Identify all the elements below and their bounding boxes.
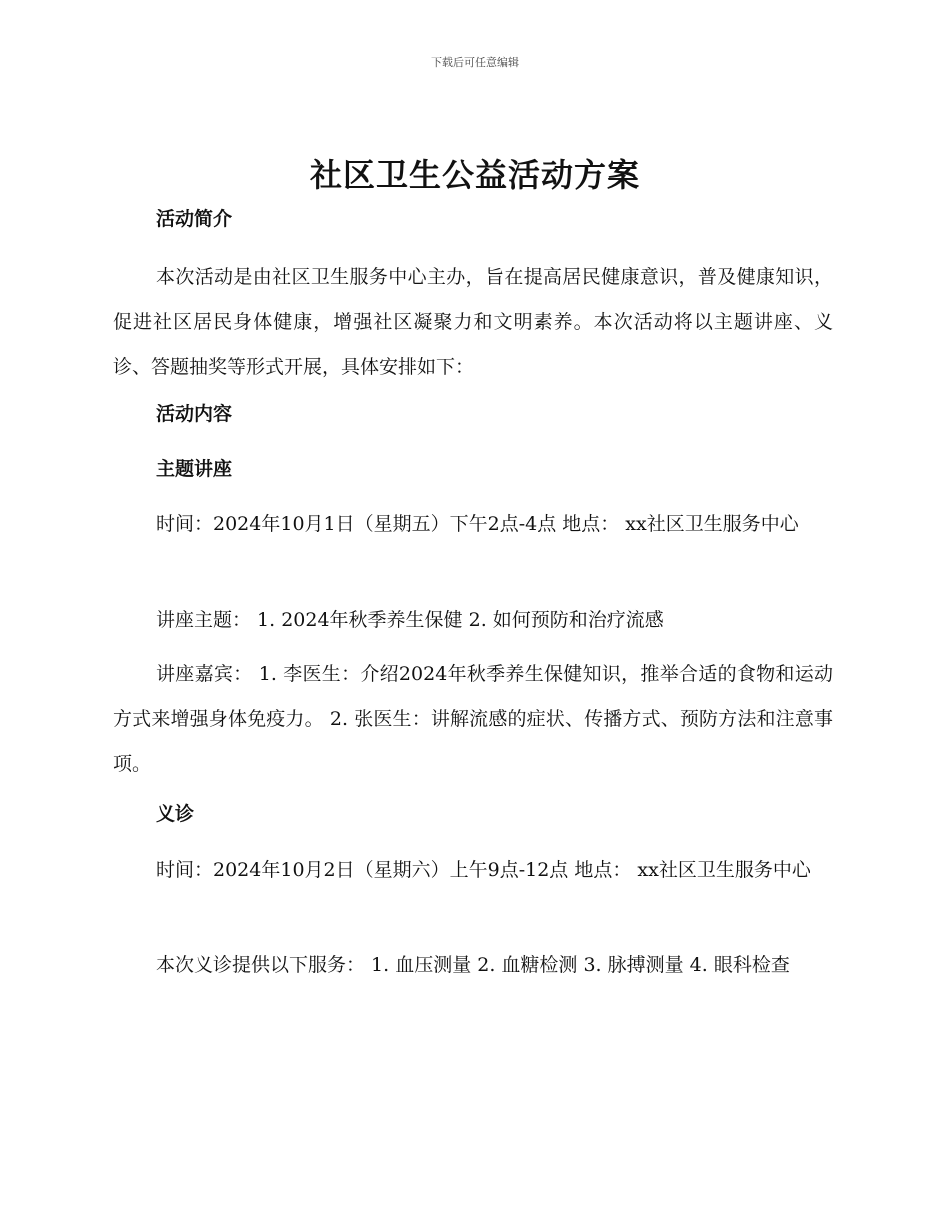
section-heading-lecture: 主题讲座	[156, 458, 233, 480]
section-heading-intro: 活动简介	[156, 208, 233, 230]
header-note: 下载后可任意编辑	[431, 56, 519, 69]
lecture-time-paragraph: 时间：2024年10月1日（星期五）下午2点-4点 地点： xx社区卫生服务中心	[156, 513, 799, 535]
document-title: 社区卫生公益活动方案	[309, 156, 640, 194]
lecture-guests-paragraph: 讲座嘉宾： 1. 李医生：介绍2024年秋季养生保健知识，推举合适的食物和运动方式来增强身体免疫力。 2. 张医生：讲解流感的症状、传播方式、预防方法和注意事项。	[113, 663, 833, 775]
intro-paragraph: 本次活动是由社区卫生服务中心主办，旨在提高居民健康意识，普及健康知识，促进社区居民身体健康，增强社区凝聚力和文明素养。本次活动将以主题讲座、义诊、答题抽奖等形式开展，具体安排如下：	[113, 266, 833, 378]
section-heading-content: 活动内容	[156, 403, 233, 425]
clinic-services-paragraph: 本次义诊提供以下服务： 1. 血压测量 2. 血糖检测 3. 脉搏测量 4. 眼科检查	[156, 954, 790, 976]
clinic-time-paragraph: 时间：2024年10月2日（星期六）上午9点-12点 地点： xx社区卫生服务中心	[156, 859, 811, 881]
section-heading-clinic: 义诊	[156, 803, 195, 825]
lecture-topic-paragraph: 讲座主题： 1. 2024年秋季养生保健 2. 如何预防和治疗流感	[156, 609, 664, 631]
